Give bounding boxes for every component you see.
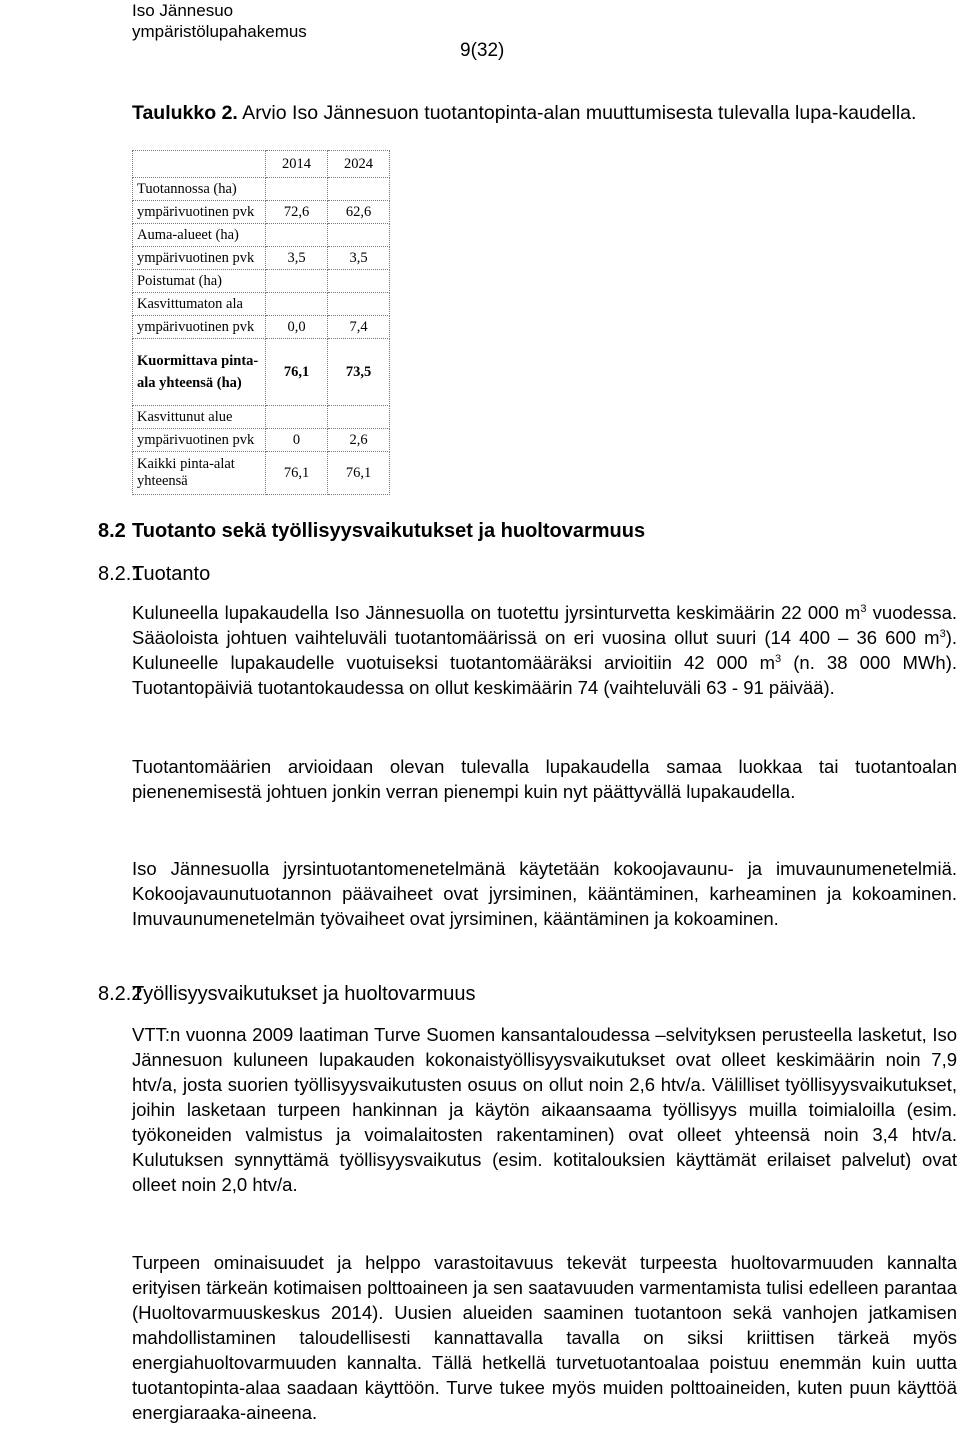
table-row-label: Poistumat (ha): [133, 270, 266, 293]
table-row: [133, 339, 390, 406]
header-title: Iso Jännesuo: [132, 1, 234, 20]
table-row-label: Tuotannossa (ha): [133, 178, 266, 201]
table-caption: [132, 100, 932, 126]
table-cell: 72,6: [266, 201, 328, 224]
table-row-label: ympärivuotinen pvk: [133, 201, 266, 224]
page-number: 9(32): [460, 40, 505, 61]
table-row-label: Auma-alueet (ha): [133, 224, 266, 247]
table-row-label: Kasvittunut alue: [133, 406, 266, 429]
table-row: [133, 406, 390, 429]
header-subtitle: ympäristölupahakemus: [132, 22, 307, 41]
table-row-label: Kaikki pinta-alat yhteensä: [133, 452, 266, 495]
heading-number: 8.2: [98, 520, 126, 542]
table-cell: 76,1: [266, 339, 328, 406]
table-caption-label: Taulukko 2.: [132, 102, 238, 124]
table-header-row: [133, 151, 390, 178]
heading-number: 8.2.1: [98, 563, 143, 585]
production-area-table: [132, 150, 390, 495]
table-cell: 2,6: [328, 429, 390, 452]
table-cell: [328, 224, 390, 247]
paragraph-production-forecast: Tuotantomäärien arvioidaan olevan tulevalla lupakaudella samaa luokkaa tai tuotantoalan pienenemisestä johtuen jonkin verran pienempi kuin nyt päättyvällä lupakaudella.: [132, 756, 957, 802]
superscript: 3: [939, 628, 946, 640]
paragraph-security-of-supply: Turpeen ominaisuudet ja helppo varastoitavuus tekevät turpeesta huoltovarmuuden kannalta erityisen tärkeän kotimaisen polttoaineen ja sen saatavuuden varmentamista tulisi edelleen parantaa (Huoltovarmuuskeskus 2014). Uusien alueiden saaminen tuotantoon sekä vanhojen jatkamisen mahdollistaminen taloudellisesti kannattavalla tavalla on siksi kriittisen tärkeä myös energiahuoltovarmuuden kannalta. Tällä hetkellä turvetuotantoalaa poistuu enemmän kuin uutta tuotantopinta-alaa saadaan käyttöön. Turve tukee myös muiden polttoaineiden, kuten puun käyttöä energiaraaka-aineena.: [132, 1252, 957, 1423]
heading-8-2: [98, 520, 645, 543]
table-row-label: Kasvittumaton ala: [133, 293, 266, 316]
table-cell: [328, 406, 390, 429]
table-cell: [266, 406, 328, 429]
table-cell: 76,1: [328, 452, 390, 495]
heading-title: Tuotanto: [132, 563, 211, 585]
table-row-label: ympärivuotinen pvk: [133, 316, 266, 339]
table-cell: 0: [266, 429, 328, 452]
text-run: vuodessa. Sääoloista johtuen vaihteluväli tuotantomäärissä on eri vuosina ollut suuri (14 400 – 36 600 m: [132, 602, 957, 648]
superscript: 3: [860, 603, 867, 615]
table-cell: [328, 178, 390, 201]
table-row-label: ympärivuotinen pvk: [133, 247, 266, 270]
table-caption-text: Arvio Iso Jännesuon tuotantopinta-alan muuttumisesta tulevalla lupa-kaudella.: [237, 102, 917, 124]
table-row: [133, 247, 390, 270]
table-row: [133, 270, 390, 293]
table-row: [133, 178, 390, 201]
table-row: [133, 224, 390, 247]
table-header-empty: [133, 151, 266, 178]
table-cell: 62,6: [328, 201, 390, 224]
heading-title: Tuotanto sekä työllisyysvaikutukset ja huoltovarmuus: [132, 520, 646, 542]
heading-8-2-1: [98, 563, 210, 586]
heading-number: 8.2.2: [98, 983, 143, 1005]
table-header-year-1: 2014: [266, 151, 328, 178]
table-header-year-2: 2024: [328, 151, 390, 178]
table-row: [133, 293, 390, 316]
table-row-label: Kuormittava pinta-ala yhteensä (ha): [133, 339, 266, 406]
paragraph-production-methods: Iso Jännesuolla jyrsintuotantomenetelmänä käytetään kokoojavaunu- ja imuvaunumenetelmiä. Kokoojavaunutuotannon päävaiheet ovat jyrsiminen, kääntäminen, karheaminen ja kokoaminen. Imuvaunumenetelmän työvaiheet ovat jyrsiminen, kääntäminen ja kokoaminen.: [132, 858, 957, 929]
text-run: ). Kuluneelle lupakaudelle vuotuiseksi tuotantomääräksi arvioitiin 42 000 m: [132, 627, 957, 673]
table-row: [133, 429, 390, 452]
table-cell: [266, 270, 328, 293]
table-row: [133, 201, 390, 224]
table-cell: [266, 178, 328, 201]
table-cell: [328, 270, 390, 293]
table-cell: 0,0: [266, 316, 328, 339]
table-row: [133, 316, 390, 339]
table-cell: 7,4: [328, 316, 390, 339]
heading-8-2-2: [98, 983, 475, 1006]
table-cell: 76,1: [266, 452, 328, 495]
paragraph-employment: VTT:n vuonna 2009 laatiman Turve Suomen kansantaloudessa –selvityksen perusteella lasketut, Iso Jännesuon kuluneen lupakauden kokonaistyöllisyysvaikutukset ovat olleet keskimäärin noin 7,9 htv/a, josta suorien työllisyysvaikutusten osuus on ollut noin 2,6 htv/a. Välilliset työllisyysvaikutukset, joihin lasketaan turpeen hankinnan ja käytön aikaansaama työllisyys muilla toimialoilla (esim. työkoneiden valmistus ja voimalaitosten rakentaminen) ovat olleet yhteensä noin 3,4 htv/a. Kulutuksen synnyttämä työllisyysvaikutus (esim. kotitalouksien käyttämät erilaiset palvelut) ovat olleet noin 2,0 htv/a.: [132, 1024, 957, 1195]
table-cell: [328, 293, 390, 316]
superscript: 3: [775, 653, 782, 665]
table-cell: 73,5: [328, 339, 390, 406]
paragraph-production-volume: [132, 600, 957, 700]
table-cell: 3,5: [266, 247, 328, 270]
table-cell: [266, 293, 328, 316]
table-row: [133, 452, 390, 495]
heading-title: Työllisyysvaikutukset ja huoltovarmuus: [132, 983, 476, 1005]
text-run: (n. 38 000 MWh). Tuotantopäiviä tuotantokaudessa on ollut keskimäärin 74 (vaihteluväli 63 - 91 päivää).: [132, 652, 957, 698]
table-cell: [266, 224, 328, 247]
table-cell: 3,5: [328, 247, 390, 270]
table-row-label: ympärivuotinen pvk: [133, 429, 266, 452]
text-run: Kuluneella lupakaudella Iso Jännesuolla on tuotettu jyrsinturvetta keskimäärin 22 000 m: [132, 602, 861, 623]
